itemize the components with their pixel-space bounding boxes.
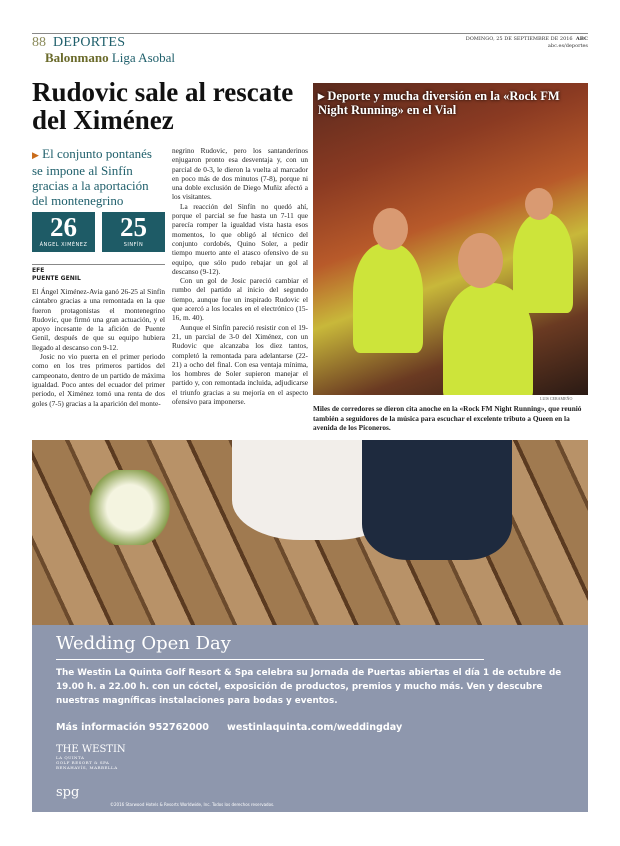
byline-place: PUENTE GENIL — [32, 275, 81, 282]
westin-logo — [56, 745, 126, 770]
runner-face — [373, 208, 408, 250]
brand-sub: LA QUINTA — [56, 755, 85, 760]
paragraph: La reacción del Sinfín no quedó ahí, porque el parcial se fue hasta un 7-11 que parecía romper la igualdad vista hasta esos momentos, lo que obligó al técnico del conjunto cordobés, Quino Soler, a pedir tiempo muerto ante el atasco ofensivo de su equipo, que sólo pudo rebajar un gol al descanso (9-12). — [172, 201, 308, 276]
bullet-triangle-icon: ▶ — [32, 150, 39, 160]
night-running-photo — [313, 83, 588, 395]
brand-sub: BENAHAVÍS, MARBELLA — [56, 765, 118, 770]
section-url: abc.es/deportes — [547, 43, 588, 49]
bouquet — [87, 470, 172, 545]
paper-name: ABC — [575, 36, 588, 42]
header-rule — [32, 33, 588, 34]
score-home — [32, 212, 95, 252]
wedding-ad-panel — [32, 625, 588, 812]
runner-face — [525, 188, 553, 220]
subsection — [45, 50, 175, 66]
spg-logo: spg — [56, 785, 80, 800]
byline-agency: EFE — [32, 267, 45, 274]
article-columns — [32, 146, 308, 408]
ad-legal: ©2016 Starwood Hotels & Resorts Worldwide, Inc. Todos los derechos reservados. — [110, 802, 275, 807]
headline: Rudovic sale al rescate del Ximénez — [32, 77, 294, 135]
page-number: 88 — [32, 35, 46, 50]
ad-rule — [56, 659, 484, 660]
wedding-ad-photo — [32, 440, 588, 625]
paragraph: Con un gol de Josic pareció cambiar el rumbo del partido al inicio del segundo tiempo, aunque fue un inspirado Rudovic el que acercó a los locales en el electrónico (15-16, m. 40). — [172, 276, 308, 323]
ad-contact — [56, 722, 420, 733]
date: DOMINGO, 25 DE SEPTIEMBRE DE 2016 — [465, 36, 573, 42]
brand-name: THE WESTIN — [56, 744, 126, 755]
dateline — [466, 36, 588, 50]
deck — [32, 146, 165, 208]
photo-credit: LUIS CERAMEÑO — [540, 396, 573, 401]
scoreboard — [32, 212, 165, 252]
section-title: DEPORTES — [53, 35, 126, 50]
article-column-1 — [32, 287, 165, 408]
score-value: 26 — [50, 212, 77, 242]
byline — [32, 264, 165, 283]
article-left-column — [32, 146, 165, 408]
article — [32, 78, 308, 408]
score-value: 25 — [120, 212, 147, 242]
deck-text: El conjunto pontanés se impone al Sinfín gracias a la aportación del montenegrino — [32, 146, 152, 208]
photo-title: ▸ Deporte y mucha diversión en la «Rock FM Night Running» en el Vial — [318, 89, 560, 117]
paragraph: Josic no vio puerta en el primer periodo como en los tres primeros partidos del campeonato, dentro de un partido de máxima igualdad. Poco antes del ecuador del primer periodo, el Ximénez tomó una renta de dos goles (7-5) gracias a la aparición del monte- — [32, 352, 165, 408]
runner — [513, 213, 573, 313]
paragraph: negrino Rudovic, pero los santanderinos enjugaron pronto esa desventaja y, con un parcial de 0-3, le dieron la vuelta al marcador en poco más de dos minutos (7-8), porque ni una doble exclusión de Diego Muñiz afectó a los visitantes. — [172, 146, 308, 202]
ad-text: The Westin La Quinta Golf Resort & Spa celebra su Jornada de Puertas abiertas el día 1 de octubre de 19.00 h. a 22.00 h. con un cóctel, exposición de productos, premios y mucho más. Ven y descubre nuestras magníficas instalaciones para bodas y eventos. — [56, 668, 562, 706]
paragraph: Aunque el Sinfín pareció resistir con el 19-21, un parcial de 3-0 del Ximénez, con un Rudovic que alcanzaba los diez tantos, completó la remontada para adelantarse (22-21) a ocho del final. Con esa ventaja mínima, los hombres de Soler supieron manejar el partido y, con remontada incluida, adjudicarse el triunfo gracias a su mejoría en el aspecto ofensivo para imponerse. — [172, 322, 308, 407]
team-name: ÁNGEL XIMÉNEZ — [39, 242, 88, 248]
ad-website-link[interactable]: westinlaquinta.com/weddingday — [226, 722, 403, 733]
groom-trousers — [362, 440, 512, 560]
team-name: SINFÍN — [123, 242, 144, 248]
brand-sub: GOLF RESORT & SPA — [56, 760, 110, 765]
photo-caption: Miles de corredores se dieron cita anoche en la «Rock FM Night Running», que reunió también a seguidores de la música para escuchar el excelente tributo a Queen en la avenida de los Piconeros. — [313, 404, 582, 432]
ad-title: Wedding Open Day — [56, 633, 231, 654]
ad-phone: Más información 952762000 — [56, 722, 209, 733]
sport-label: Balonmano — [45, 50, 109, 65]
runner-face — [458, 233, 503, 288]
runner — [353, 243, 423, 353]
photo-title-text: Deporte y mucha diversión en la «Rock FM Night Running» en el Vial — [318, 89, 560, 117]
league-label: Liga Asobal — [111, 50, 176, 65]
article-column-2 — [172, 146, 308, 408]
score-away — [102, 212, 165, 252]
paragraph: El Ángel Ximénez-Avia ganó 26-25 al Sinfín cántabro gracias a una remontada en la que fueron protagonistas el montenegrino Rudovic, que firmó una gran actuación, y el apoyo incesante de la afición de Puente Genil, después de que su equipo hubiera llegado al descanso con 9-12. — [32, 287, 165, 352]
